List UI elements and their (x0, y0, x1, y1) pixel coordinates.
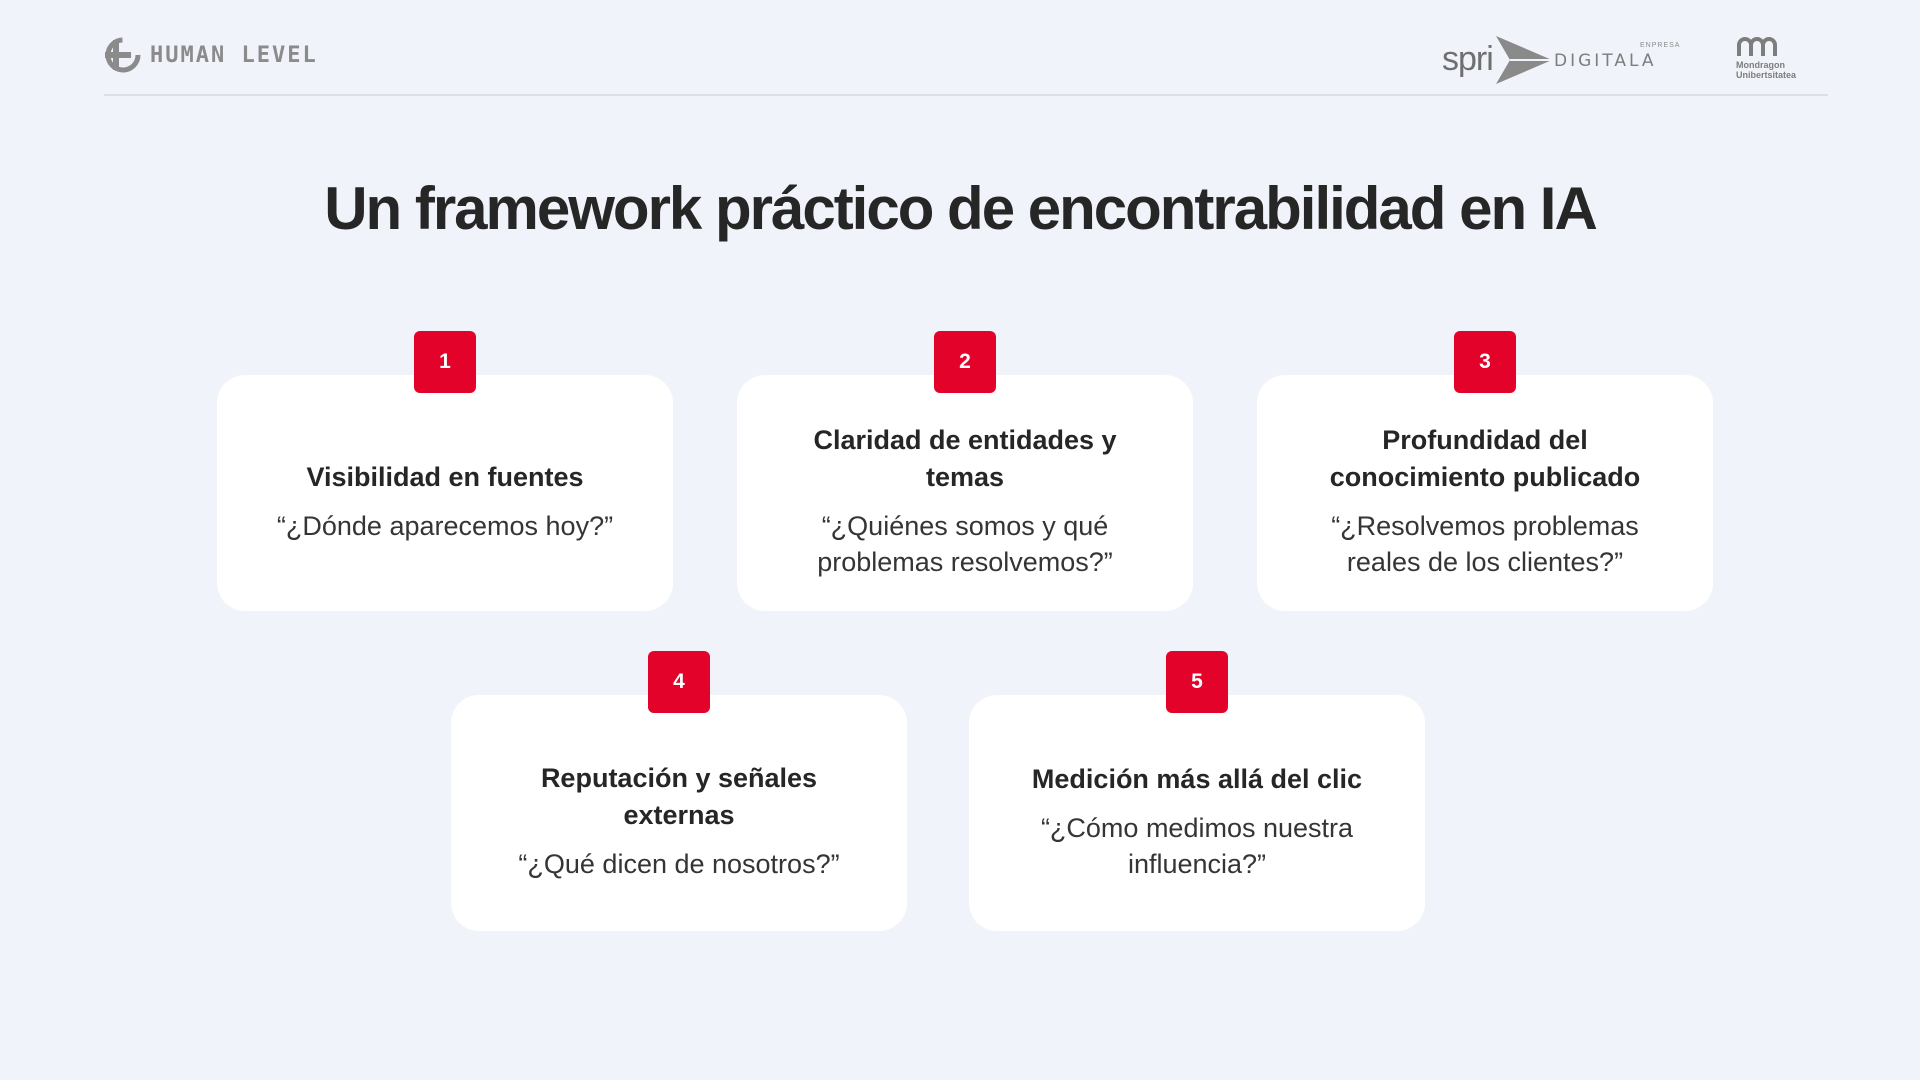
framework-card-3 (1257, 350, 1713, 611)
step-badge: 5 (1166, 651, 1228, 713)
card-question: “¿Cómo medimos nuestra influencia?” (1040, 812, 1354, 879)
header (104, 22, 1828, 96)
card-question: “¿Quiénes somos y qué problemas resolvemos?” (817, 511, 1113, 577)
spri-wordmark: spri (1442, 40, 1493, 78)
framework-card-4 (451, 670, 907, 931)
step-badge: 3 (1454, 331, 1516, 393)
mondragon-logo-icon (1736, 36, 1782, 58)
spri-logo[interactable] (1442, 28, 1702, 90)
card-title: Reputación y señales externas (540, 763, 818, 830)
step-badge: 1 (414, 331, 476, 393)
card-question: “¿Resolvemos problemas reales de los clientes?” (1331, 511, 1639, 577)
spri-arrow-icon (1494, 34, 1554, 86)
mondragon-line2: Unibertsitatea (1736, 70, 1797, 80)
card-question: “¿Qué dicen de nosotros?” (518, 849, 840, 879)
card-question: “¿Dónde aparecemos hoy?” (276, 510, 614, 541)
step-badge: 4 (648, 651, 710, 713)
framework-card-2 (737, 350, 1193, 611)
spri-enpresa-label: ENPRESA (1640, 42, 1681, 49)
framework-card-5 (969, 670, 1425, 931)
framework-card-1 (217, 350, 673, 611)
human-level-logo-icon (104, 36, 142, 74)
brand-name: HUMAN LEVEL (150, 42, 318, 68)
card-title: Profundidad del conocimiento publicado (1329, 425, 1641, 492)
mondragon-line1: Mondragon (1736, 60, 1785, 70)
brand-logo[interactable] (104, 36, 318, 74)
card-title: Visibilidad en fuentes (306, 461, 584, 492)
card-title: Claridad de entidades y temas (813, 425, 1117, 492)
step-badge: 2 (934, 331, 996, 393)
slide-title: Un framework práctico de encontrabilidad en IA (324, 175, 1596, 242)
mondragon-logo[interactable] (1736, 28, 1818, 90)
card-title: Medición más allá del clic (1031, 763, 1363, 794)
spri-digitala-label: DIGITALA (1554, 51, 1657, 71)
partner-logos (1442, 28, 1818, 90)
